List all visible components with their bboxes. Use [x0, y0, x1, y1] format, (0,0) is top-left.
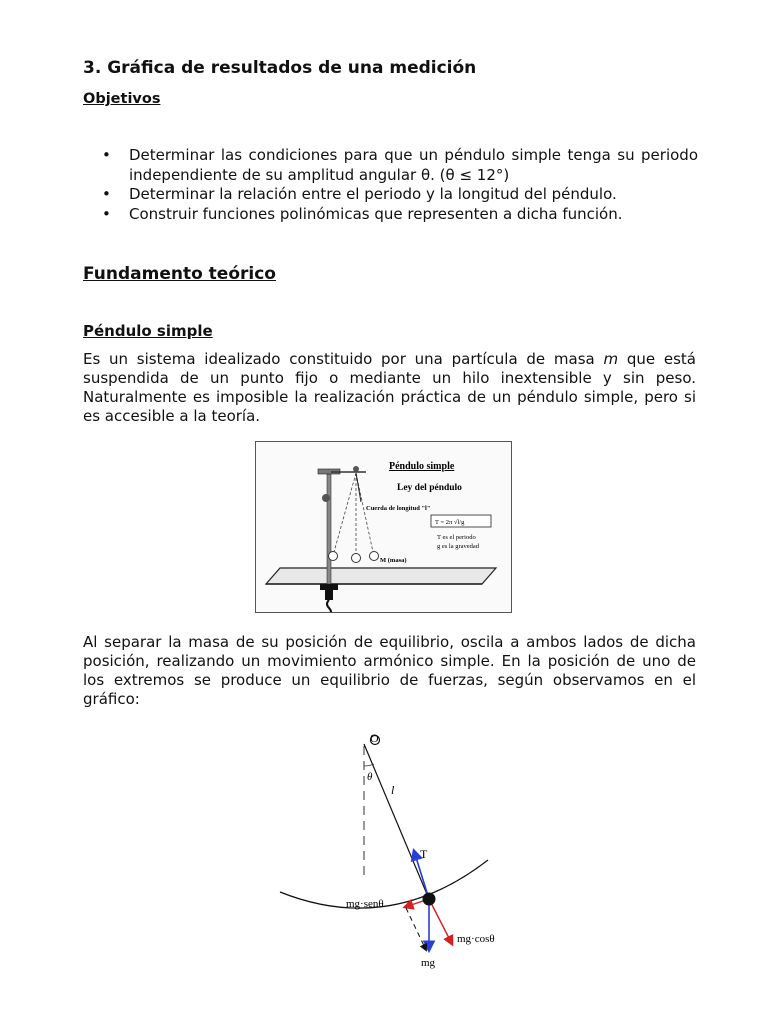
string-length-label: Cuerda de longitud "l"	[366, 505, 431, 512]
fundamento-heading: Fundamento teórico	[83, 264, 276, 284]
trajectory-arc	[280, 860, 488, 908]
normal-vector	[429, 899, 452, 944]
figure-subtitle: Ley del péndulo	[397, 483, 462, 493]
angle-label: θ	[367, 771, 373, 783]
objective-text: Determinar la relación entre el periodo y la longitud del péndulo.	[129, 185, 617, 203]
pendulum-apparatus-drawing	[256, 442, 511, 612]
mass-label: M (masa)	[380, 557, 407, 564]
paragraph-text: que está suspendida de un punto fijo o mediante un hilo inextensible y sin peso. Naturalmente es imposible la realización práctica de un péndulo simple, pero si es accesible a la teoría.	[83, 350, 696, 425]
tangential-label: mg·senθ	[346, 898, 384, 910]
objective-text: Construir funciones polinómicas que representen a dicha función.	[129, 204, 623, 223]
force-diagram-drawing	[270, 726, 520, 976]
pendulum-string	[364, 744, 429, 899]
period-formula: T = 2π √l/g	[435, 519, 465, 526]
list-item	[100, 205, 698, 225]
figure-title: Péndulo simple	[389, 461, 455, 472]
objectives-list	[100, 146, 698, 224]
force-diagram-figure	[270, 726, 520, 976]
period-note: T es el periodo	[437, 534, 476, 541]
list-item	[100, 146, 698, 185]
list-item	[100, 185, 698, 205]
length-label: l	[391, 783, 395, 797]
pivot-label: O	[370, 731, 379, 745]
gravity-note: g es la gravedad	[437, 543, 480, 550]
paragraph-text: Es un sistema idealizado constituido por una partícula de	[83, 350, 554, 368]
bullet-icon: •	[102, 146, 111, 164]
pendulo-subheading: Péndulo simple	[83, 322, 213, 340]
bullet-icon: •	[102, 185, 111, 203]
pendulum-apparatus-figure	[255, 441, 512, 613]
paragraph-definition	[83, 350, 696, 426]
tension-label: T	[420, 847, 428, 861]
section-title: 3. Gráfica de resultados de una medición	[83, 58, 477, 78]
objective-text: Determinar las condiciones para que un péndulo simple tenga su periodo independiente de su amplitud angular θ. (θ ≤ 12°)	[129, 146, 698, 184]
pendulum-bob	[423, 893, 436, 906]
normal-label: mg·cosθ	[457, 933, 495, 945]
objectives-heading: Objetivos	[83, 91, 161, 107]
weight-label: mg	[421, 957, 436, 969]
paragraph-oscillation: Al separar la masa de su posición de equilibrio, oscila a ambos lados de dicha posición, realizando un movimiento armónico simple. En la posición de uno de los extremos se produce un equilibrio de fuerzas, según observamos en el gráfico:	[83, 633, 696, 708]
variable-m: m	[603, 350, 619, 368]
term-masa: masa	[553, 350, 595, 368]
bullet-icon: •	[102, 204, 111, 223]
